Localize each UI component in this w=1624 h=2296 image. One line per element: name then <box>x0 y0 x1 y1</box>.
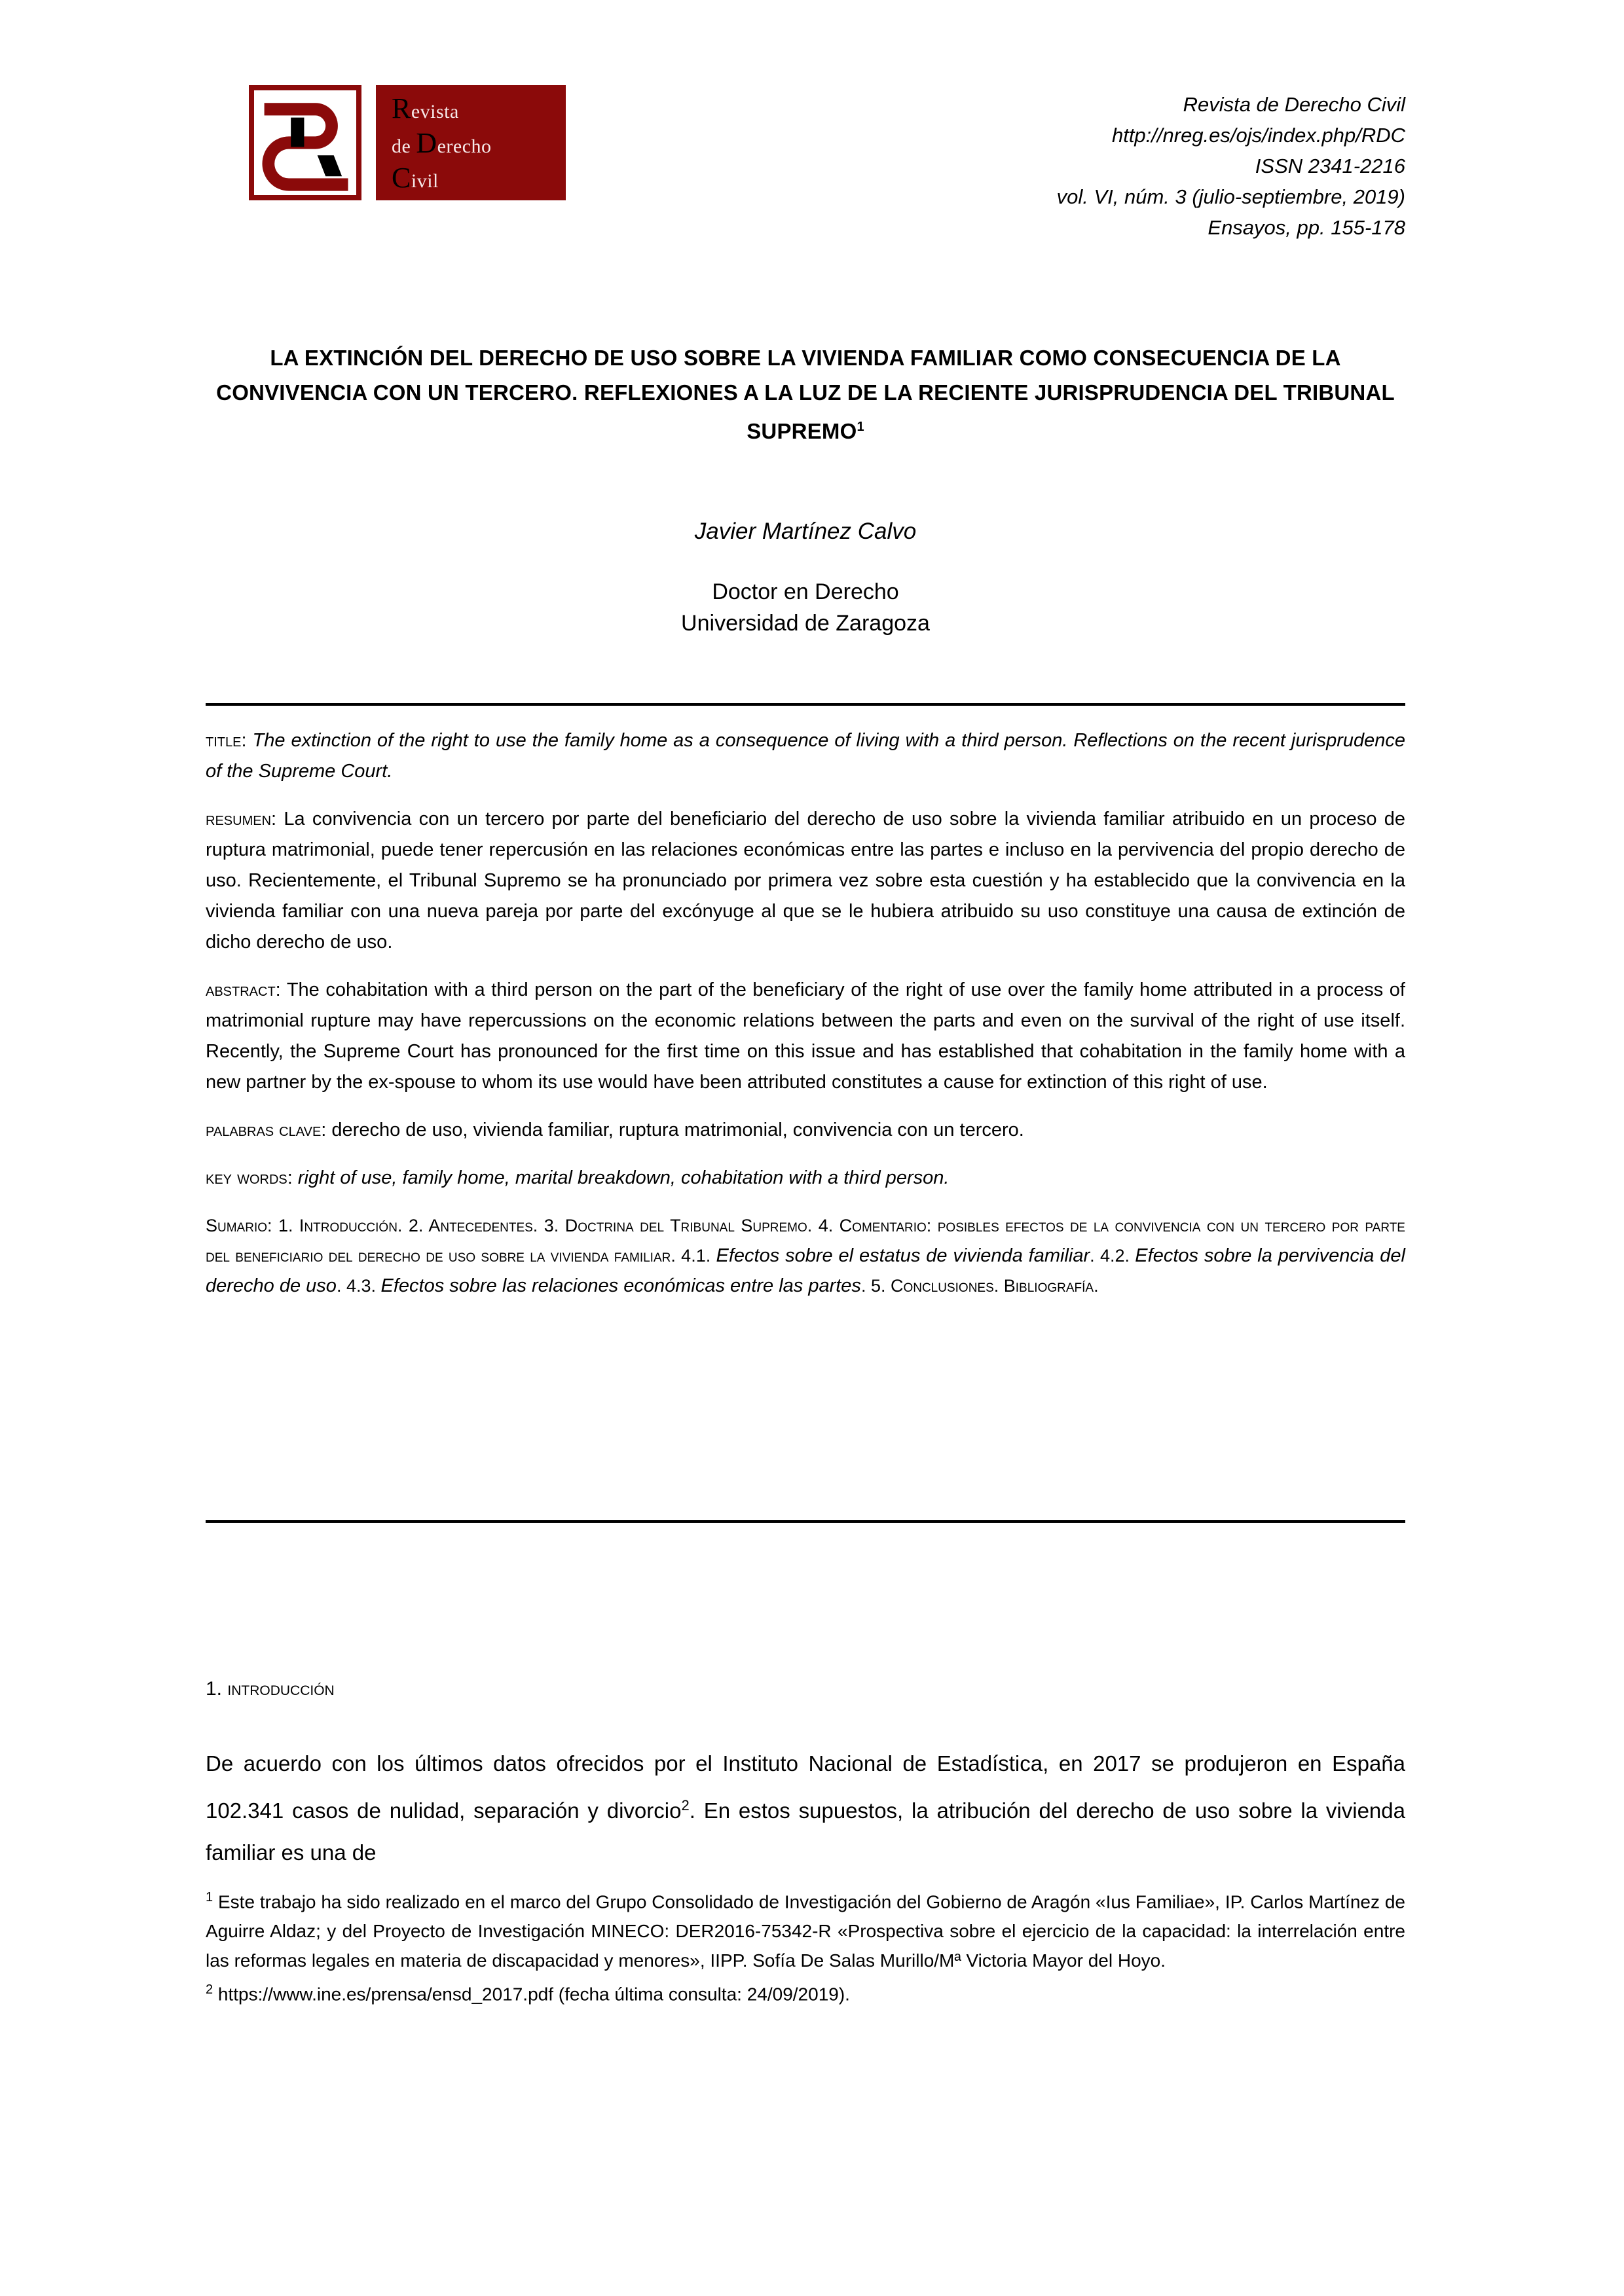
author-degree: Doctor en Derecho <box>712 579 899 604</box>
masthead <box>206 85 1405 243</box>
author-affiliation <box>206 576 1405 639</box>
wordmark-rest-revista: evista <box>411 101 459 122</box>
key-words-label: key words: <box>206 1167 293 1188</box>
key-words-value: right of use, family home, marital breakdown, cohabitation with a third person. <box>297 1167 950 1188</box>
intro-paragraph-text: De acuerdo con los últimos datos ofrecidos por el Instituto Nacional de Estadística, en 2017 se produjeron en España 102.341 casos de nulidad, separación y divorcio <box>206 1751 1405 1823</box>
sumario-item-42: Efectos sobre la pervivencia del derecho de uso <box>206 1245 1405 1296</box>
sumario-number-42: . 4.2. <box>1090 1246 1130 1266</box>
wordmark-cap-r: R <box>392 92 411 124</box>
section-body-introduccion <box>206 1743 1405 1874</box>
journal-logo <box>249 85 566 200</box>
footnotes-area <box>206 1883 1405 2009</box>
palabras-clave-paragraph <box>206 1115 1405 1146</box>
footnote-2-text[interactable]: https://www.ine.es/prensa/ensd_2017.pdf (fecha última consulta: 24/09/2019). <box>217 1984 850 2005</box>
sumario-paragraph <box>206 1211 1405 1301</box>
wordmark-pre-de: de <box>392 136 416 157</box>
abstract-value: The cohabitation with a third person on the part of the beneficiary of the right of use over the family home attributed in a process of matrimonial rupture may have repercussions on the economic relations between the parts and even on the survival of the right of use itself. Recently, the Supreme Court has pronounced for the first time on this issue and has established that cohabitation in the family home with a new partner by the ex-spouse to whom its use would have been attributed constitutes a cause for extinction of this right of use. <box>206 979 1405 1093</box>
footnote-2-marker: 2 <box>206 1982 213 1997</box>
footnote-1-text: Este trabajo ha sido realizado en el marco del Grupo Consolidado de Investigación del Gobierno de Aragón «Ius Familiae», IP. Carlos Martínez de Aguirre Aldaz; y del Proyecto de Investigación MINECO: DER2016-75342-R «Prospectiva sobre el ejercicio de la capacidad: la interrelación entre las reformas legales en materia de discapacidad y menores», IIPP. Sofía De Salas Murillo/Mª Victoria Mayor del Hoyo. <box>206 1891 1406 1971</box>
article-title-text: LA EXTINCIÓN DEL DERECHO DE USO SOBRE LA VIVIENDA FAMILIAR COMO CONSECUENCIA DE LA CONVIVENCIA CON UN TERCERO. REFLEXIONES A LA LUZ DE LA RECIENTE JURISPRUDENCIA DEL TRIBUNAL SUPREMO <box>216 346 1395 444</box>
resumen-paragraph <box>206 804 1405 958</box>
abstract-label: abstract: <box>206 979 281 1000</box>
journal-metadata <box>1057 85 1405 243</box>
section-number: 1. <box>206 1678 223 1700</box>
footnote-1 <box>206 1883 1405 1975</box>
title-value: The extinction of the right to use the family home as a consequence of living with a third person. Reflections on the recent jurisprudence of the Supreme Court. <box>206 730 1405 782</box>
author-block <box>206 517 1405 639</box>
wordmark-line-de-derecho <box>392 129 566 164</box>
journal-section-pages: Ensayos, pp. 155-178 <box>1208 216 1405 239</box>
abstract-top-divider <box>206 703 1405 706</box>
palabras-clave-value: derecho de uso, vivienda familiar, ruptura matrimonial, convivencia con un tercero. <box>331 1120 1024 1140</box>
article-title-footnote-ref[interactable]: 1 <box>857 420 864 435</box>
intro-footnote-ref[interactable]: 2 <box>681 1797 690 1813</box>
wordmark-rest-derecho: erecho <box>437 136 492 157</box>
journal-wordmark <box>376 85 566 200</box>
wordmark-cap-d: D <box>416 127 437 159</box>
journal-url[interactable]: http://nreg.es/ojs/index.php/RDC <box>1111 124 1405 147</box>
section-heading-introduccion <box>206 1676 1405 1702</box>
abstract-bottom-divider <box>206 1520 1405 1523</box>
abstract-paragraph <box>206 975 1405 1098</box>
journal-volume-issue: vol. VI, núm. 3 (julio-septiembre, 2019) <box>1056 185 1405 208</box>
article-title <box>206 340 1405 448</box>
sumario-part-1: 1. Introducción. 2. Antecedentes. 3. Doctrina del Tribunal Supremo. 4. Comentario: posibles efectos de la convivencia con un tercero por parte del beneficiario del derecho de uso sobre la vivienda familiar. <box>206 1216 1405 1266</box>
sumario-item-41: Efectos sobre el estatus de vivienda familiar <box>716 1245 1090 1266</box>
title-paragraph <box>206 725 1405 787</box>
section-title: introducción <box>227 1678 335 1700</box>
title-label: title: <box>206 730 247 751</box>
footnote-2 <box>206 1975 1405 2009</box>
resumen-value: La convivencia con un tercero por parte del beneficiario del derecho de uso sobre la vivienda familiar atribuido en un proceso de ruptura matrimonial, puede tener repercusión en las relaciones económicas entre las partes e incluso en la pervivencia del propio derecho de uso. Recientemente, el Tribunal Supremo se ha pronunciado por primera vez sobre esta cuestión y ha establecido que la convivencia en la vivienda familiar con una nueva pareja por parte del excónyuge al que se le hubiera atribuido su uso constituye una causa de extinción de dicho derecho de uso. <box>206 809 1406 953</box>
sumario-number-43: . 4.3. <box>336 1276 376 1296</box>
intro-paragraph <box>206 1743 1405 1874</box>
palabras-clave-label: palabras clave: <box>206 1120 327 1140</box>
rdc-monogram-inner <box>254 90 356 195</box>
sumario-number-41: 4.1. <box>681 1246 711 1266</box>
sumario-part-end: . 5. Conclusiones. Bibliografía. <box>860 1276 1099 1296</box>
sumario-item-43: Efectos sobre las relaciones económicas entre las partes <box>380 1275 861 1296</box>
wordmark-cap-c: C <box>392 162 411 194</box>
author-institution: Universidad de Zaragoza <box>681 611 930 636</box>
sumario-label: Sumario: <box>206 1216 272 1235</box>
key-words-paragraph <box>206 1163 1405 1194</box>
wordmark-rest-civil: ivil <box>411 170 439 192</box>
journal-issn: ISSN 2341-2216 <box>1255 155 1405 177</box>
intro-paragraph-continuation: . En estos supuestos, la atribución del derecho de uso sobre la vivienda familiar es una de <box>206 1798 1405 1865</box>
footnote-1-marker: 1 <box>206 1890 213 1904</box>
wordmark-line-civil <box>392 164 566 198</box>
journal-name: Revista de Derecho Civil <box>1183 93 1405 116</box>
resumen-label: resumen: <box>206 809 277 829</box>
wordmark-line-revista <box>392 94 566 129</box>
abstract-block <box>206 725 1405 1301</box>
author-name: Javier Martínez Calvo <box>694 519 917 544</box>
rdc-monogram-icon <box>249 85 361 200</box>
